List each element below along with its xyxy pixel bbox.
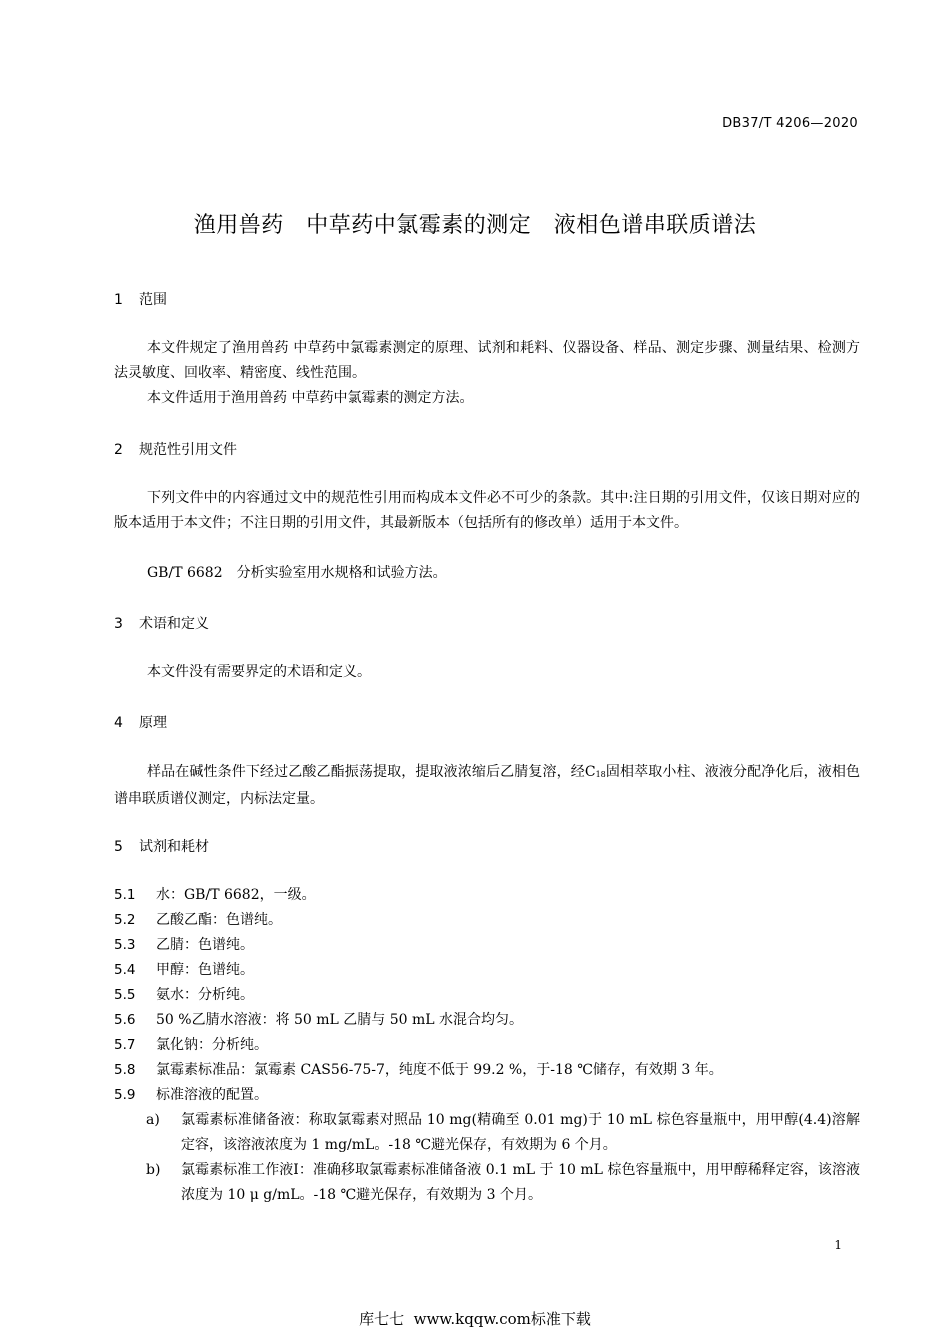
item-text: 水：GB/T 6682，一级。 [156,887,316,903]
list-item [114,1008,523,1033]
item-text: 标准溶液的配置。 [156,1087,268,1103]
section-heading-reagents [114,836,209,856]
list-item [114,983,254,1008]
sub-item [146,1158,860,1208]
item-number: 5.6 [114,1012,136,1028]
item-text: 氨水：分析纯。 [156,987,254,1003]
page-title: 渔用兽药 中草药中氯霉素的测定 液相色谱串联质谱法 [193,213,757,238]
sub-item-text: 氯霉素标准储备液：称取氯霉素对照品 10 mg(精确至 0.01 mg)于 10 mL 棕色容量瓶中，用甲醇(4.4)溶解定容，该溶液浓度为 1 mg/mL。-18 ℃避光保存，有效期为 6 个月。 [181,1112,860,1153]
list-item [114,1083,268,1108]
reference-standard: GB/T 6682 分析实验室用水规格和试验方法。 [147,565,447,581]
item-number: 5.1 [114,887,136,903]
subscript: 18 [595,770,606,779]
sub-item-label: a) [146,1112,160,1128]
page-number: 1 [834,1238,842,1252]
item-number: 5.2 [114,912,136,928]
item-text: 氯霉素标准品：氯霉素 CAS56-75-7，纯度不低于 99.2 %，于-18 ℃储存，有效期 3 年。 [156,1062,723,1078]
item-text: 甲醇：色谱纯。 [156,962,254,978]
sub-item-label: b) [146,1162,161,1178]
item-text: 氯化钠：分析纯。 [156,1037,268,1053]
item-number: 5.7 [114,1037,136,1053]
section-title: 试剂和耗材 [139,839,209,855]
section-title: 原理 [139,715,167,731]
sub-item-text: 氯霉素标准工作液Ⅰ：准确移取氯霉素标准储备液 0.1 mL 于 10 mL 棕色容量瓶中，用甲醇稀释定容，该溶液浓度为 10 μ g/mL。-18 ℃避光保存，有效期为 3 个月。 [181,1162,860,1203]
list-item [114,1058,723,1083]
section-number: 2 [114,442,123,458]
list-item [114,958,254,983]
text-run: 样品在碱性条件下经过乙酸乙酯振荡提取，提取液浓缩后乙腈复溶，经C [147,764,596,780]
document-code: DB37/T 4206—2020 [722,116,858,131]
item-text: 50 %乙腈水溶液：将 50 mL 乙腈与 50 mL 水混合均匀。 [156,1012,524,1028]
item-number: 5.3 [114,937,136,953]
section-number: 4 [114,715,123,731]
section-number: 1 [114,292,123,308]
paragraph: 本文件适用于渔用兽药 中草药中氯霉素的测定方法。 [147,390,474,406]
item-text: 乙酸乙酯：色谱纯。 [156,912,282,928]
section-number: 5 [114,839,123,855]
section-heading-terms [114,613,209,633]
list-item [114,883,316,908]
section-heading-principle [114,712,167,732]
item-number: 5.9 [114,1087,136,1103]
section-title: 规范性引用文件 [139,442,237,458]
section-title: 术语和定义 [139,616,209,632]
item-number: 5.8 [114,1062,136,1078]
section-title: 范围 [139,292,167,308]
footer-watermark: 库七七 www.kqqw.com标准下载 [359,1310,591,1328]
list-item [114,908,282,933]
paragraph [114,760,860,812]
list-item [114,1033,268,1058]
paragraph: 本文件规定了渔用兽药 中草药中氯霉素测定的原理、试剂和耗料、仪器设备、样品、测定步骤、测量结果、检测方法灵敏度、回收率、精密度、线性范围。 [114,340,860,381]
paragraph: 本文件没有需要界定的术语和定义。 [147,664,371,680]
section-number: 3 [114,616,123,632]
sub-item [146,1108,860,1158]
section-heading-scope [114,289,167,309]
item-number: 5.4 [114,962,136,978]
text-run: 固相萃取小柱、液液分配净化后，液相色谱串联质谱仪测定，内标法定量。 [114,764,861,807]
list-item [114,933,254,958]
section-heading-normative-references [114,439,237,459]
item-number: 5.5 [114,987,136,1003]
item-text: 乙腈：色谱纯。 [156,937,254,953]
paragraph: 下列文件中的内容通过文中的规范性引用而构成本文件必不可少的条款。其中:注日期的引用文件，仅该日期对应的版本适用于本文件；不注日期的引用文件，其最新版本（包括所有的修改单）适用于本文件。 [114,490,860,531]
